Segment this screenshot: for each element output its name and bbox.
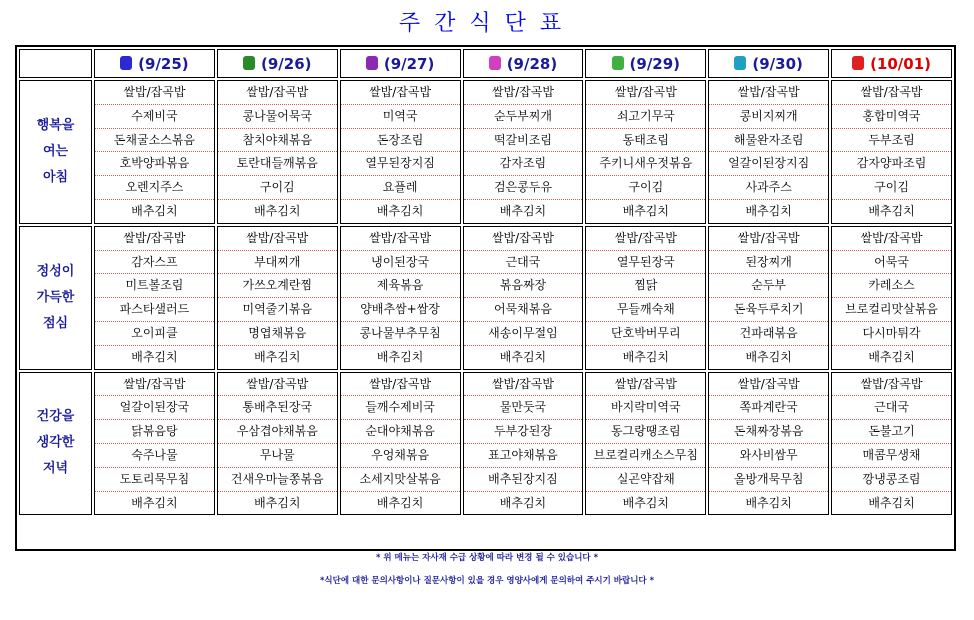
menu-item: 파스타샐러드: [95, 298, 214, 322]
menu-item: 깡냉콩조림: [832, 468, 951, 492]
menu-item: 쌀밥/잡곡밥: [341, 227, 460, 251]
lunch-day-2: [217, 226, 338, 370]
menu-item: 동태조림: [586, 129, 705, 153]
menu-item: 어묵국: [832, 251, 951, 275]
lunch-day-1: [94, 226, 215, 370]
menu-item: 홍합미역국: [832, 105, 951, 129]
tea-cup-icon: [120, 56, 132, 70]
menu-item: 쌀밥/잡곡밥: [95, 227, 214, 251]
menu-item: 구이김: [832, 176, 951, 200]
menu-item: 쇠고기무국: [586, 105, 705, 129]
header-row: [19, 49, 952, 78]
day-date: (9/25): [138, 54, 189, 73]
notice-text-1: * 위 메뉴는 자사재 수급 상황에 따라 변경 될 수 있습니다 *: [375, 553, 599, 563]
menu-item: 쌀밥/잡곡밥: [709, 81, 828, 105]
menu-item: 닭볶음탕: [95, 420, 214, 444]
menu-item: 돈채짜장볶음: [709, 420, 828, 444]
menu-item: 두부강된장: [464, 420, 583, 444]
menu-item: 배추김치: [376, 349, 424, 364]
menu-item: 열무된장국: [586, 251, 705, 275]
weekly-menu-table: [17, 47, 954, 517]
menu-item: 된장찌개: [709, 251, 828, 275]
lunch-day-6: [708, 226, 829, 370]
menu-item: 구이김: [586, 176, 705, 200]
menu-item: 콩비지찌개: [709, 105, 828, 129]
menu-item: 주키니새우젓볶음: [586, 152, 705, 176]
cherry-icon: [852, 56, 864, 70]
menu-item: 무들깨숙채: [586, 298, 705, 322]
menu-item: 명엽채볶음: [218, 322, 337, 346]
menu-item: 쌀밥/잡곡밥: [832, 81, 951, 105]
menu-item: 브로컬리맛살볶음: [832, 298, 951, 322]
menu-item: 배추김치: [131, 203, 178, 218]
menu-item: 동그랑땡조림: [586, 420, 705, 444]
breakfast-day-3: [340, 80, 461, 224]
menu-item: 배추김치: [131, 495, 178, 510]
menu-item: 돈채굴소스볶음: [95, 129, 214, 153]
meal-label-line: 여는: [42, 143, 69, 159]
menu-item: 쌀밥/잡곡밥: [586, 373, 705, 397]
menu-item: 쌀밥/잡곡밥: [341, 373, 460, 397]
breakfast-row: [19, 80, 952, 224]
leaf-icon: [243, 56, 255, 70]
menu-item: 배추김치: [745, 349, 792, 364]
menu-item: 와사비쌈무: [709, 444, 828, 468]
breakfast-day-5: [585, 80, 706, 224]
menu-item: 단호박버무리: [586, 322, 705, 346]
menu-item: 찜닭: [586, 274, 705, 298]
menu-item: 감자조림: [464, 152, 583, 176]
corner-cell: [19, 49, 92, 78]
dinner-day-3: [340, 372, 461, 516]
menu-item: 쪽파계란국: [709, 396, 828, 420]
day-date: (9/30): [752, 54, 803, 73]
day-header-7: [831, 49, 952, 78]
menu-item: 검은콩두유: [464, 176, 583, 200]
menu-item: 수제비국: [95, 105, 214, 129]
menu-item: 순두부: [709, 274, 828, 298]
menu-item: 쌀밥/잡곡밥: [218, 227, 337, 251]
lunch-day-7: [831, 226, 952, 370]
day-date: (9/29): [629, 54, 681, 73]
menu-item: 열무된장지짐: [341, 152, 460, 176]
day-header-4: [463, 49, 584, 78]
menu-item: 얼갈이된장국: [95, 396, 214, 420]
dinner-day-1: [94, 372, 215, 516]
menu-item: 콩나물부추무침: [341, 322, 460, 346]
day-header-3: [340, 49, 461, 78]
dinner-label: [19, 372, 92, 516]
menu-item: 건파래볶음: [709, 322, 828, 346]
menu-item: 표고야채볶음: [464, 444, 583, 468]
menu-item: 오이피클: [95, 322, 214, 346]
menu-item: 해물완자조림: [709, 129, 828, 153]
menu-item: 떡갈비조림: [464, 129, 583, 153]
menu-item: 쌀밥/잡곡밥: [341, 81, 460, 105]
menu-item: 근대국: [832, 396, 951, 420]
menu-item: 소세지맛살볶음: [341, 468, 460, 492]
menu-item: 감자양파조림: [832, 152, 951, 176]
jar-icon: [612, 56, 624, 70]
menu-item: 감자스프: [95, 251, 214, 275]
day-date: (9/27): [383, 54, 435, 73]
menu-item: 쌀밥/잡곡밥: [95, 81, 214, 105]
menu-item: 돈장조림: [341, 129, 460, 153]
meal-label-line: 저녁: [42, 461, 69, 477]
menu-item: 호박양파볶음: [95, 152, 214, 176]
day-header-5: [585, 49, 706, 78]
menu-item: 배추김치: [254, 349, 301, 364]
meal-label-line: 행복을: [36, 117, 75, 133]
lunch-row: [19, 226, 952, 370]
menu-item: 배추김치: [499, 203, 547, 218]
menu-item: 올방개묵무침: [709, 468, 828, 492]
meal-label-line: 생각한: [36, 435, 75, 451]
menu-item: 배추김치: [622, 349, 669, 364]
lunch-label: [19, 226, 92, 370]
menu-item: 매콤무생채: [832, 444, 951, 468]
menu-item: 요플레: [341, 176, 460, 200]
menu-item: 얼갈이된장지짐: [709, 152, 828, 176]
menu-item: 쌀밥/잡곡밥: [464, 373, 583, 397]
day-date: (9/28): [506, 54, 558, 73]
menu-item: 어묵채볶음: [464, 298, 583, 322]
menu-item: 쌀밥/잡곡밥: [832, 227, 951, 251]
meal-label-line: 가득한: [36, 289, 75, 305]
menu-item: 미역국: [341, 105, 460, 129]
menu-item: 순대야채볶음: [341, 420, 460, 444]
menu-item: 배추김치: [131, 349, 178, 364]
breakfast-label: [19, 80, 92, 224]
menu-item: 통배추된장국: [218, 396, 337, 420]
menu-item: 양배추쌈+쌈장: [341, 298, 460, 322]
menu-item: 구이김: [218, 176, 337, 200]
breakfast-day-7: [831, 80, 952, 224]
menu-item: 배추김치: [868, 203, 915, 218]
breakfast-day-1: [94, 80, 215, 224]
menu-item: 미역줄기볶음: [218, 298, 337, 322]
menu-item: 냉이된장국: [341, 251, 460, 275]
menu-item: 미트볼조림: [95, 274, 214, 298]
menu-item: 가쓰오계란찜: [218, 274, 337, 298]
meal-label-line: 건강을: [36, 409, 75, 425]
dinner-day-4: [463, 372, 584, 516]
menu-item: 바지락미역국: [586, 396, 705, 420]
menu-item: 쌀밥/잡곡밥: [709, 227, 828, 251]
day-header-2: [217, 49, 338, 78]
menu-item: 참치야채볶음: [218, 129, 337, 153]
menu-item: 쌀밥/잡곡밥: [832, 373, 951, 397]
dinner-day-6: [708, 372, 829, 516]
menu-item: 배추김치: [376, 495, 424, 510]
breakfast-day-6: [708, 80, 829, 224]
menu-item: 카레소스: [832, 274, 951, 298]
meal-label-line: 아침: [42, 169, 69, 185]
menu-item: 배추김치: [868, 349, 915, 364]
menu-item: 순두부찌개: [464, 105, 583, 129]
menu-item: 배추김치: [254, 495, 301, 510]
day-header-1: [94, 49, 215, 78]
lunch-day-5: [585, 226, 706, 370]
menu-item: 쌀밥/잡곡밥: [218, 373, 337, 397]
menu-item: 쌀밥/잡곡밥: [464, 227, 583, 251]
meal-label-line: 점심: [42, 315, 69, 331]
menu-item: 실곤약잡채: [586, 468, 705, 492]
menu-item: 근대국: [464, 251, 583, 275]
bell-icon: [489, 56, 501, 70]
menu-item: 새송이무절임: [464, 322, 583, 346]
menu-item: 배추김치: [499, 349, 547, 364]
page-title: 주간식단표: [398, 11, 576, 36]
menu-item: 쌀밥/잡곡밥: [95, 373, 214, 397]
menu-item: 돈육두루치기: [709, 298, 828, 322]
menu-item: 숙주나물: [95, 444, 214, 468]
menu-item: 배추김치: [254, 203, 301, 218]
menu-item: 배추김치: [745, 203, 792, 218]
lunch-day-4: [463, 226, 584, 370]
menu-item: 들깨수제비국: [341, 396, 460, 420]
dinner-day-2: [217, 372, 338, 516]
menu-item: 부대찌개: [218, 251, 337, 275]
menu-item: 우엉채볶음: [341, 444, 460, 468]
menu-item: 토란대들깨볶음: [218, 152, 337, 176]
menu-item: 브로컬리캐소스무침: [586, 444, 705, 468]
day-date: (10/01): [870, 54, 931, 73]
lunch-day-3: [340, 226, 461, 370]
breakfast-day-4: [463, 80, 584, 224]
menu-item: 배추김치: [622, 495, 669, 510]
menu-item: 배추김치: [622, 203, 669, 218]
notice-text-2: *식단에 대한 문의사항이나 질문사항이 있을 경우 영양사에게 문의하여 주시기 바랍니다 *: [319, 576, 655, 586]
day-date: (9/26): [261, 54, 312, 73]
breakfast-day-2: [217, 80, 338, 224]
dinner-row: [19, 372, 952, 516]
menu-item: 돈불고기: [832, 420, 951, 444]
menu-item: 도토리묵무침: [95, 468, 214, 492]
menu-item: 배추김치: [745, 495, 792, 510]
menu-item: 쌀밥/잡곡밥: [218, 81, 337, 105]
menu-item: 우삼겹야채볶음: [218, 420, 337, 444]
menu-item: 쌀밥/잡곡밥: [586, 227, 705, 251]
menu-item: 배추김치: [376, 203, 424, 218]
menu-item: 제육볶음: [341, 274, 460, 298]
dinner-day-7: [831, 372, 952, 516]
menu-item: 두부조림: [832, 129, 951, 153]
menu-item: 볶음짜장: [464, 274, 583, 298]
menu-item: 콩나물어묵국: [218, 105, 337, 129]
boot-icon: [734, 56, 746, 70]
menu-item: 쌀밥/잡곡밥: [709, 373, 828, 397]
menu-item: 배추김치: [868, 495, 915, 510]
meal-label-line: 정성이: [36, 263, 75, 279]
menu-item: 사과주스: [709, 176, 828, 200]
menu-item: 쌀밥/잡곡밥: [464, 81, 583, 105]
day-header-6: [708, 49, 829, 78]
menu-item: 물만둣국: [464, 396, 583, 420]
menu-item: 무나물: [218, 444, 337, 468]
menu-item: 쌀밥/잡곡밥: [586, 81, 705, 105]
menu-item: 오렌지주스: [95, 176, 214, 200]
menu-item: 다시마튀각: [832, 322, 951, 346]
menu-item: 건새우마늘쫑볶음: [218, 468, 337, 492]
menu-item: 배추된장지짐: [464, 468, 583, 492]
dinner-day-5: [585, 372, 706, 516]
menu-item: 배추김치: [499, 495, 547, 510]
flower-icon: [366, 56, 378, 70]
